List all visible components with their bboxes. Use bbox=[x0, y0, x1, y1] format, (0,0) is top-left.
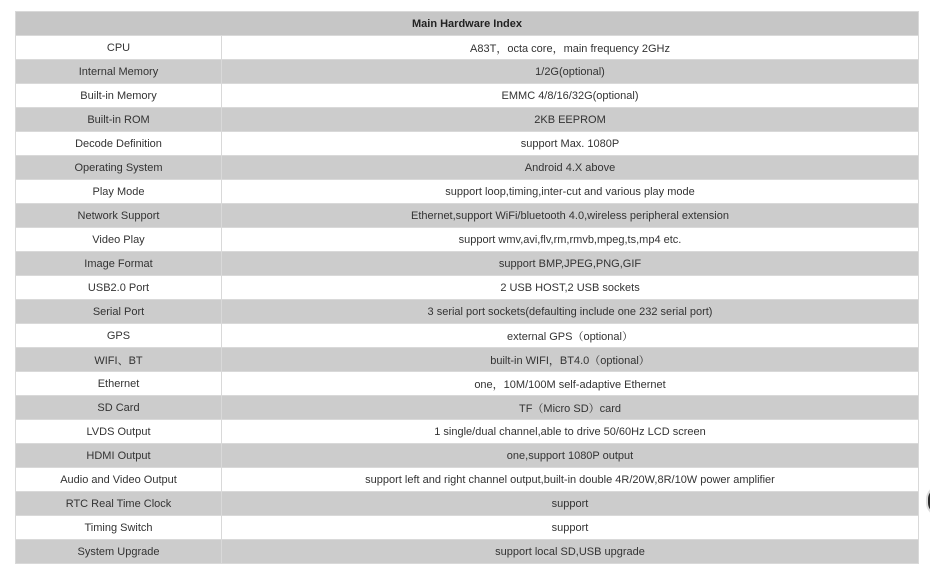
table-row bbox=[16, 132, 919, 156]
table-row bbox=[16, 492, 919, 516]
row-value: built-in WIFI，BT4.0（optional） bbox=[222, 348, 919, 372]
row-label: GPS bbox=[16, 324, 222, 348]
row-value: Ethernet,support WiFi/bluetooth 4.0,wireless peripheral extension bbox=[222, 204, 919, 228]
row-value: external GPS（optional） bbox=[222, 324, 919, 348]
table-row bbox=[16, 444, 919, 468]
table-row bbox=[16, 396, 919, 420]
table-row bbox=[16, 180, 919, 204]
table-row bbox=[16, 60, 919, 84]
row-value: 1 single/dual channel,able to drive 50/60Hz LCD screen bbox=[222, 420, 919, 444]
row-label: Audio and Video Output bbox=[16, 468, 222, 492]
row-label: USB2.0 Port bbox=[16, 276, 222, 300]
row-label: Built-in Memory bbox=[16, 84, 222, 108]
row-label: HDMI Output bbox=[16, 444, 222, 468]
row-value: support left and right channel output,built-in double 4R/20W,8R/10W power amplifier bbox=[222, 468, 919, 492]
table-row bbox=[16, 276, 919, 300]
row-value: Android 4.X above bbox=[222, 156, 919, 180]
table-title: Main Hardware Index bbox=[16, 12, 919, 36]
row-label: Play Mode bbox=[16, 180, 222, 204]
table-row bbox=[16, 156, 919, 180]
table-header-row bbox=[16, 12, 919, 36]
table-row bbox=[16, 252, 919, 276]
row-label: LVDS Output bbox=[16, 420, 222, 444]
row-label: RTC Real Time Clock bbox=[16, 492, 222, 516]
row-label: Serial Port bbox=[16, 300, 222, 324]
table-row bbox=[16, 300, 919, 324]
row-label: Video Play bbox=[16, 228, 222, 252]
row-value: A83T，octa core，main frequency 2GHz bbox=[222, 36, 919, 60]
table-row bbox=[16, 540, 919, 564]
row-value: support Max. 1080P bbox=[222, 132, 919, 156]
row-value: 1/2G(optional) bbox=[222, 60, 919, 84]
row-label: CPU bbox=[16, 36, 222, 60]
row-label: Image Format bbox=[16, 252, 222, 276]
row-value: 2KB EEPROM bbox=[222, 108, 919, 132]
row-value: 2 USB HOST,2 USB sockets bbox=[222, 276, 919, 300]
floating-scroll-widget[interactable] bbox=[926, 486, 930, 516]
hardware-spec-table bbox=[15, 11, 919, 564]
table-row bbox=[16, 228, 919, 252]
table-row bbox=[16, 348, 919, 372]
row-value: 3 serial port sockets(defaulting include one 232 serial port) bbox=[222, 300, 919, 324]
row-label: Timing Switch bbox=[16, 516, 222, 540]
row-label: Ethernet bbox=[16, 372, 222, 396]
table-row bbox=[16, 516, 919, 540]
table-row bbox=[16, 420, 919, 444]
row-value: support bbox=[222, 492, 919, 516]
row-value: support BMP,JPEG,PNG,GIF bbox=[222, 252, 919, 276]
table-row bbox=[16, 36, 919, 60]
row-label: Decode Definition bbox=[16, 132, 222, 156]
row-label: Built-in ROM bbox=[16, 108, 222, 132]
row-value: TF（Micro SD）card bbox=[222, 396, 919, 420]
table-row bbox=[16, 324, 919, 348]
table-row bbox=[16, 84, 919, 108]
row-label: WIFI、BT bbox=[16, 348, 222, 372]
row-label: System Upgrade bbox=[16, 540, 222, 564]
table-row bbox=[16, 108, 919, 132]
row-label: Internal Memory bbox=[16, 60, 222, 84]
table-row bbox=[16, 204, 919, 228]
row-value: one,support 1080P output bbox=[222, 444, 919, 468]
table-row bbox=[16, 468, 919, 492]
row-value: one，10M/100M self-adaptive Ethernet bbox=[222, 372, 919, 396]
row-value: support local SD,USB upgrade bbox=[222, 540, 919, 564]
row-label: Network Support bbox=[16, 204, 222, 228]
row-value: EMMC 4/8/16/32G(optional) bbox=[222, 84, 919, 108]
row-label: Operating System bbox=[16, 156, 222, 180]
row-value: support bbox=[222, 516, 919, 540]
row-value: support loop,timing,inter-cut and various play mode bbox=[222, 180, 919, 204]
row-value: support wmv,avi,flv,rm,rmvb,mpeg,ts,mp4 etc. bbox=[222, 228, 919, 252]
table-row bbox=[16, 372, 919, 396]
row-label: SD Card bbox=[16, 396, 222, 420]
